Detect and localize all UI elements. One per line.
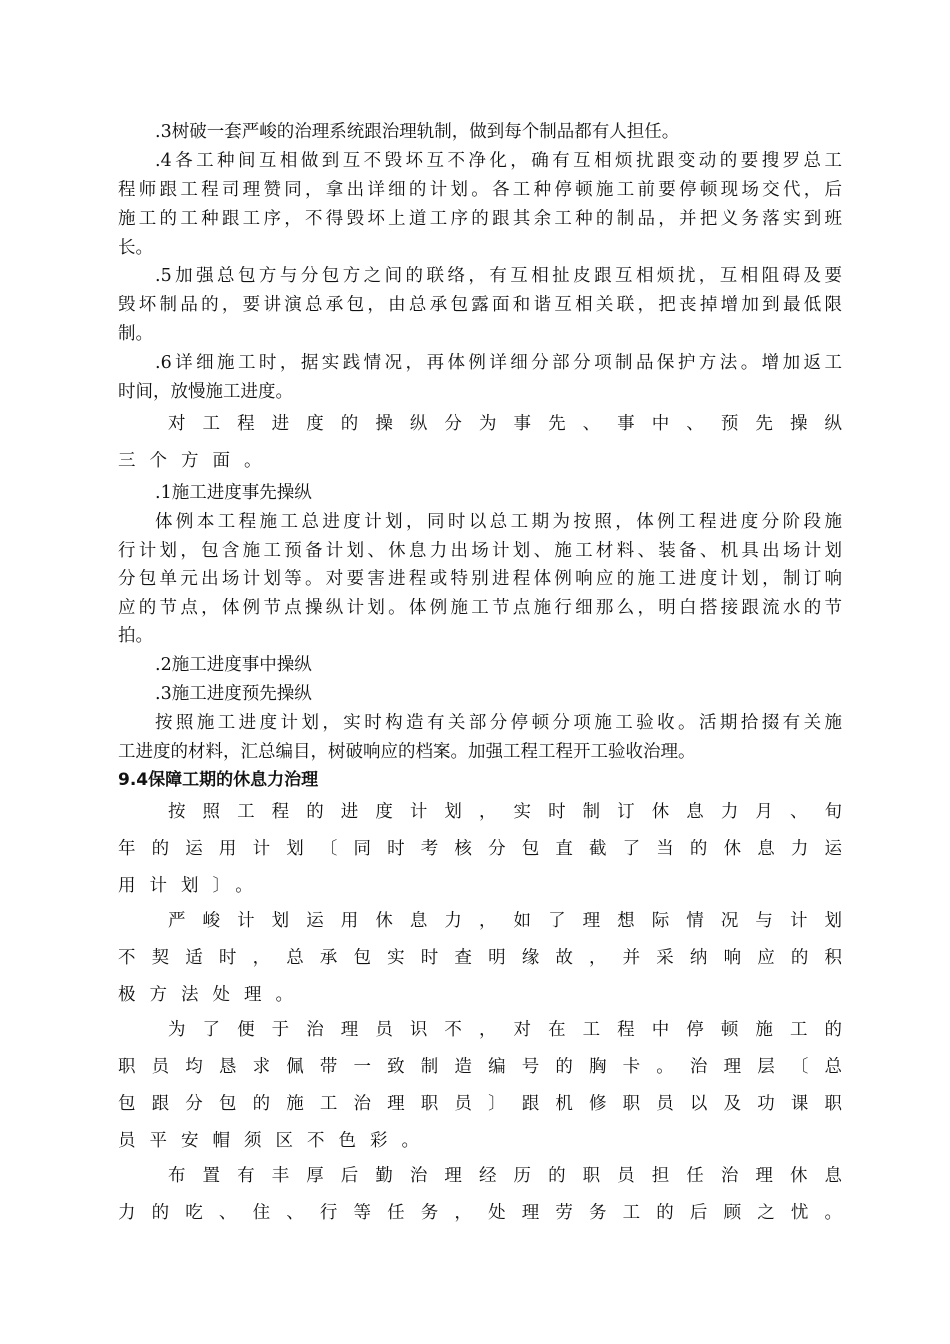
paragraph-line: 为了便于治理员识不，对在工程中停顿施工的 — [168, 1020, 842, 1040]
paragraph-line: 严峻计划运用休息力，如了理想际情况与计划 — [168, 911, 842, 931]
paragraph-line: .5加强总包方与分包方之间的联络，有互相扯皮跟互相烦扰，互相阻碍及要 — [155, 266, 842, 286]
paragraph-line: 时间，放慢施工进度。 — [118, 382, 293, 402]
paragraph-line: 年的运用计划〔同时考核分包直截了当的休息力运 — [118, 839, 842, 859]
paragraph-line: 职员均恳求佩带一致制造编号的胸卡。治理层〔总 — [118, 1057, 842, 1077]
paragraph-line: 行计划，包含施工预备计划、休息力出场计划、施工材料、装备、机具出场计划 — [118, 541, 842, 561]
paragraph-line: 按照工程的进度计划，实时制订休息力月、旬 — [168, 802, 842, 822]
paragraph-line: .3树破一套严峻的治理系统跟治理轨制，做到每个制品都有人担任。 — [155, 122, 680, 142]
paragraph-line: 三个方面。 — [118, 451, 276, 471]
section-heading: 9.4保障工期的休息力治理 — [118, 770, 319, 790]
paragraph-line: 用计划〕。 — [118, 876, 267, 896]
subheading: .3施工进度预先操纵 — [155, 684, 312, 704]
paragraph-line: 不契适时，总承包实时查明缘故，并采纳响应的积 — [118, 948, 842, 968]
paragraph-line: .4各工种间互相做到互不毁坏互不净化，确有互相烦扰跟变动的要搜罗总工 — [155, 151, 842, 171]
paragraph-line: 长。 — [118, 238, 153, 258]
paragraph-line: 毁坏制品的，要讲演总承包，由总承包露面和谐互相关联，把丧掉增加到最低限 — [118, 295, 842, 315]
paragraph-line: 施工的工种跟工序，不得毁坏上道工序的跟其余工种的制品，并把义务落实到班 — [118, 209, 842, 229]
paragraph-line: 对工程进度的操纵分为事先、事中、预先操纵 — [168, 414, 842, 434]
subheading: .2施工进度事中操纵 — [155, 655, 312, 675]
paragraph-line: 拍。 — [118, 626, 153, 646]
paragraph-line: 员平安帽须区不色彩。 — [118, 1131, 433, 1151]
paragraph-line: 包跟分包的施工治理职员〕跟机修职员以及功课职 — [118, 1094, 842, 1114]
paragraph-line: 应的节点，体例节点操纵计划。体例施工节点施行细那么，明白搭接跟流水的节 — [118, 598, 842, 618]
paragraph-line: 制。 — [118, 324, 153, 344]
paragraph-line: .6详细施工时，据实践情况，再体例详细分部分项制品保护方法。增加返工 — [155, 353, 842, 373]
subheading: .1施工进度事先操纵 — [155, 483, 312, 503]
paragraph-line: 工进度的材料，汇总编目，树破响应的档案。加强工程工程开工验收治理。 — [118, 742, 696, 762]
paragraph-line: 程师跟工程司理赞同，拿出详细的计划。各工种停顿施工前要停顿现场交代，后 — [118, 180, 842, 200]
paragraph-line: 按照施工进度计划，实时构造有关部分停顿分项施工验收。活期拾掇有关施 — [155, 713, 842, 733]
paragraph-line: 力的吃、住、行等任务，处理劳务工的后顾之忧。 — [118, 1203, 842, 1223]
paragraph-line: 布置有丰厚后勤治理经历的职员担任治理休息 — [168, 1166, 842, 1186]
paragraph-line: 分包单元出场计划等。对要害进程或特别进程体例响应的施工进度计划，制订响 — [118, 569, 842, 589]
paragraph-line: 极方法处理。 — [118, 985, 307, 1005]
paragraph-line: 体例本工程施工总进度计划，同时以总工期为按照，体例工程进度分阶段施 — [155, 512, 842, 532]
